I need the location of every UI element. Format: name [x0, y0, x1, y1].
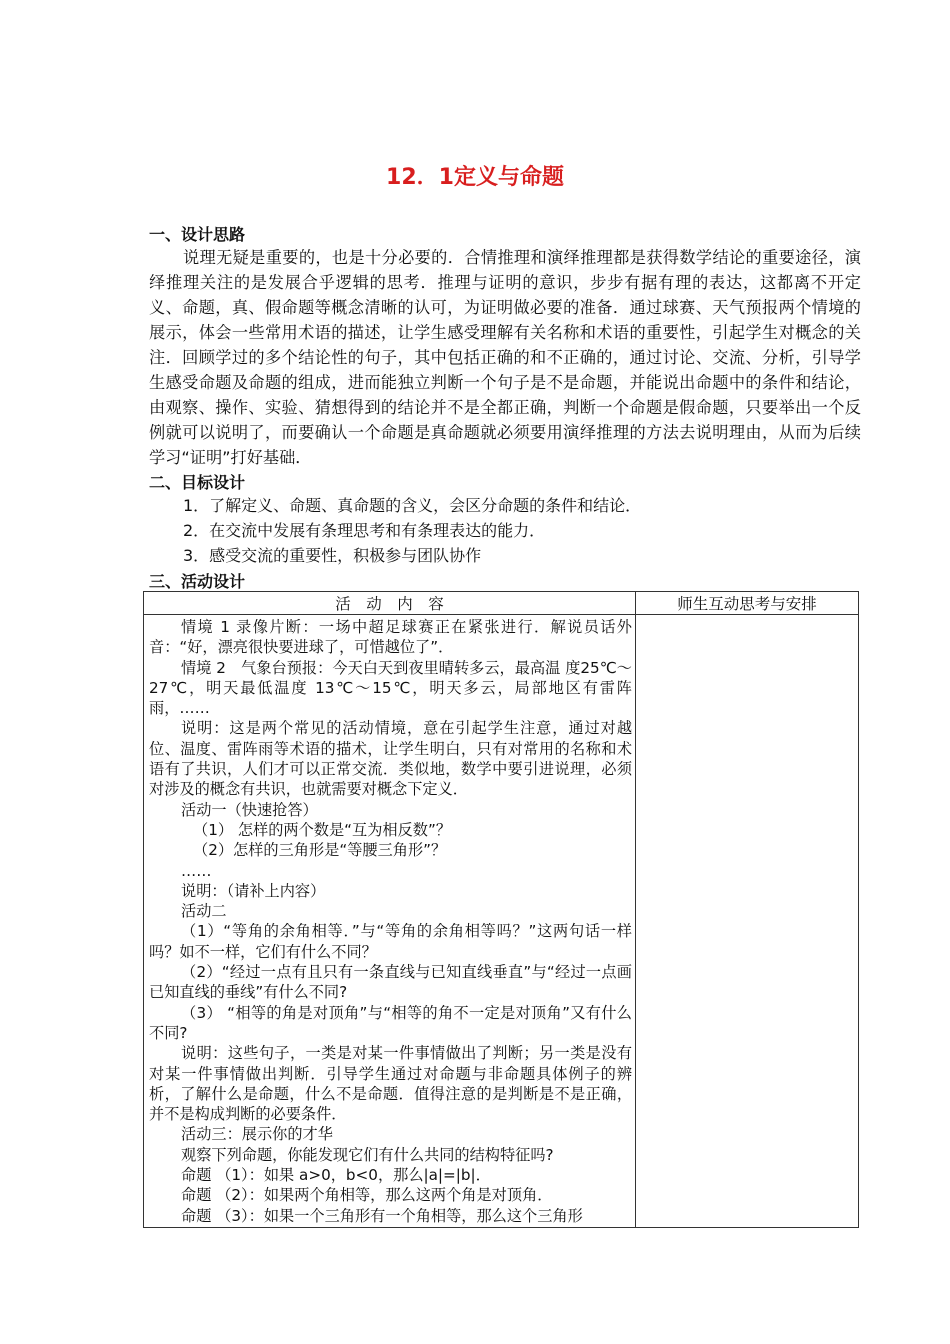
activity-1-q1: （1） 怎样的两个数是“互为相反数”？: [193, 820, 452, 839]
activity-content-cell: [144, 615, 636, 1228]
section-heading-goals: 二、目标设计: [149, 473, 246, 492]
activity-3-prompt: 观察下列命题，你能发现它们有什么共同的结构特征吗?: [181, 1145, 554, 1164]
activity-1-note: 说明：（请补上内容）: [181, 881, 326, 900]
activity-2-title: 活动二: [181, 902, 227, 921]
col-header-activity-content: 活 动 内 容: [144, 592, 636, 615]
page-title: 12．1定义与命题: [386, 165, 564, 190]
design-idea-paragraph: 说理无疑是重要的，也是十分必要的．合情推理和演绎推理都是获得数学结论的重要途径，演绎推理关注的是发展合乎逻辑的思考．推理与证明的意识，步步有据有理的表达，这都离不开定义、命题，真、假命题等概念清晰的认可，为证明做必要的准备．通过球赛、天气预报两个情境的展示，体会一些常用术语的描述，让学生感受理解有关名称和术语的重要性，引起学生对概念的关注．回顾学过的多个结论性的句子，其中包括正确的和不正确的，通过讨论、交流、分析，引导学生感受命题及命题的组成，进而能独立判断一个句子是不是命题，并能说出命题中的条件和结论，由观察、操作、实验、猜想得到的结论并不是全都正确，判断一个命题是假命题，只要举出一个反例就可以说明了，而要确认一个命题是真命题就必须要用演绎推理的方法去说明理由，从而为后续学习“证明”打好基础．: [149, 248, 861, 467]
activity-2-q2: （2）“经过一点有且只有一条直线与已知直线垂直”与“经过一点画已知直线的垂线”有什么不同?: [149, 963, 632, 1002]
activity-2-q1: （1）“等角的余角相等．”与“等角的余角相等吗？”这两句话一样吗？如不一样，它们有什么不同？: [149, 922, 632, 961]
proposition-3: 命题 （3）：如果一个三角形有一个角相等，那么这个三角形: [181, 1206, 583, 1225]
activity-3-title: 活动三：展示你的才华: [181, 1125, 333, 1144]
activity-1-q2: （2）怎样的三角形是“等腰三角形”？: [193, 841, 447, 860]
goal-item: 2．在交流中发展有条理思考和有条理表达的能力．: [183, 521, 546, 540]
scenario-2: 情境 2 气象台预报：今天白天到夜里晴转多云，最高温 度25℃～27℃，明天最低温度 13℃～15℃，明天多云，局部地区有雷阵雨，……: [149, 658, 632, 718]
proposition-2: 命题 （2）：如果两个角相等，那么这两个角是对顶角．: [181, 1186, 553, 1205]
goal-item: 1．了解定义、命题、真命题的含义，会区分命题的条件和结论．: [183, 496, 642, 515]
activity-2-note: 说明：这些句子，一类是对某一件事情做出了判断；另一类是没有对某一件事情做出判断．引导学生通过对命题与非命题具体例子的辨析，了解什么是命题，什么不是命题．值得注意的是判断是不是正确，并不是构成判断的必要条件．: [149, 1044, 632, 1124]
scenario-note: 说明：这是两个常见的活动情境，意在引起学生注意，通过对越位、温度、雷阵雨等术语的描术，让学生明白，只有对常用的名称和术语有了共识，人们才可以正常交流．类似地，数学中要引进说理，必须对涉及的概念有共识，也就需要对概念下定义．: [149, 719, 632, 799]
teacher-student-cell: [636, 615, 859, 1228]
ellipsis: ……: [181, 861, 212, 880]
proposition-1: 命题 （1）：如果 a>0，b<0，那么|a|=|b|．: [181, 1166, 491, 1185]
activity-2-q3: （3） “相等的角是对顶角”与“相等的角不一定是对顶角”又有什么不同?: [149, 1003, 632, 1042]
col-header-teacher-student: 师生互动思考与安排: [636, 592, 859, 615]
activity-table: [143, 591, 859, 1228]
section-heading-design-idea: 一、设计思路: [149, 225, 246, 244]
scenario-1: 情境 1 录像片断：一场中超足球赛正在紧张进行．解说员话外音：“好，漂亮很快要进球了，可惜越位了”．: [149, 618, 632, 657]
goal-item: 3．感受交流的重要性，积极参与团队协作: [183, 546, 482, 565]
section-heading-activities: 三、活动设计: [149, 572, 246, 591]
activity-1-title: 活动一（快速抢答）: [181, 800, 318, 819]
